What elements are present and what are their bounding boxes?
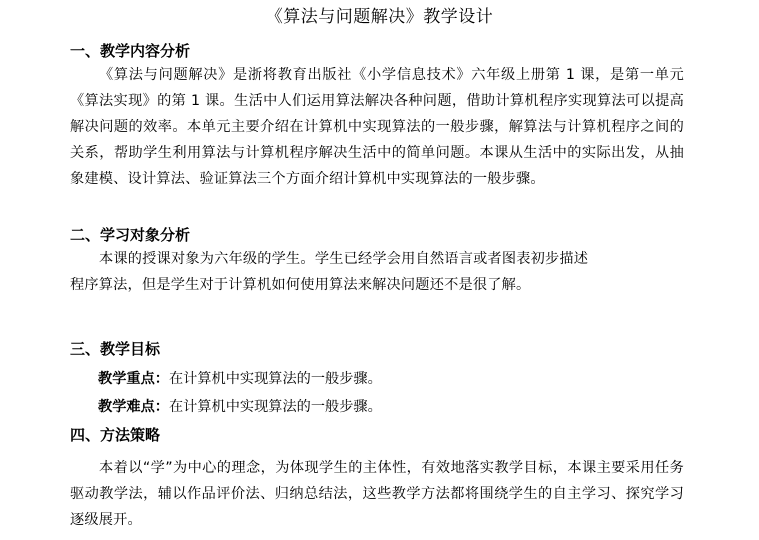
teaching-difficult-point [98,396,382,418]
section-heading-methods: 四、方法策略 [70,426,161,444]
teaching-key-point [98,368,382,390]
section-heading-teaching-goals: 三、教学目标 [70,340,161,358]
document-title: 《算法与问题解决》教学设计 [265,7,494,27]
teaching-key-point-text: 在计算机中实现算法的一般步骤。 [168,371,382,387]
paragraph-content-analysis: 《算法与问题解决》是浙将教育出版社《小学信息技术》六年级上册第 1 课，是第一单元《算法实现》的第 1 课。生活中人们运用算法解决各种问题，借助计算机程序实现算法可以提高解决问题的效率。本单元主要介绍在计算机中实现算法的一般步骤，解算法与计算机程序之间的关系，帮助学生利用算法与计算机程序解决生活中的简单问题。本课从生活中的实际出发，从抽象建模、设计算法、验证算法三个方面介绍计算机中实现算法的一般步骤。 [70,67,684,187]
paragraph-learner-analysis-line-2: 程序算法，但是学生对于计算机如何使用算法来解决问题还不是很了解。 [70,277,531,293]
teaching-difficult-point-label: 教学难点： [98,399,169,415]
teaching-key-point-label: 教学重点： [98,371,169,387]
section-heading-learner-analysis: 二、学习对象分析 [70,226,191,244]
section-heading-content-analysis: 一、教学内容分析 [70,42,191,60]
paragraph-learner-analysis-line-1: 本课的授课对象为六年级的学生。学生已经学会用自然语言或者图表初步描述 [99,251,589,267]
paragraph-methods: 本着以“学”为中心的理念，为体现学生的主体性，有效地落实教学目标，本课主要采用任务驱动教学法，辅以作品评价法、归纳总结法，这些教学方法都将围绕学生的自主学习、探究学习逐级展开。 [70,460,684,528]
teaching-difficult-point-text: 在计算机中实现算法的一般步骤。 [168,399,382,415]
